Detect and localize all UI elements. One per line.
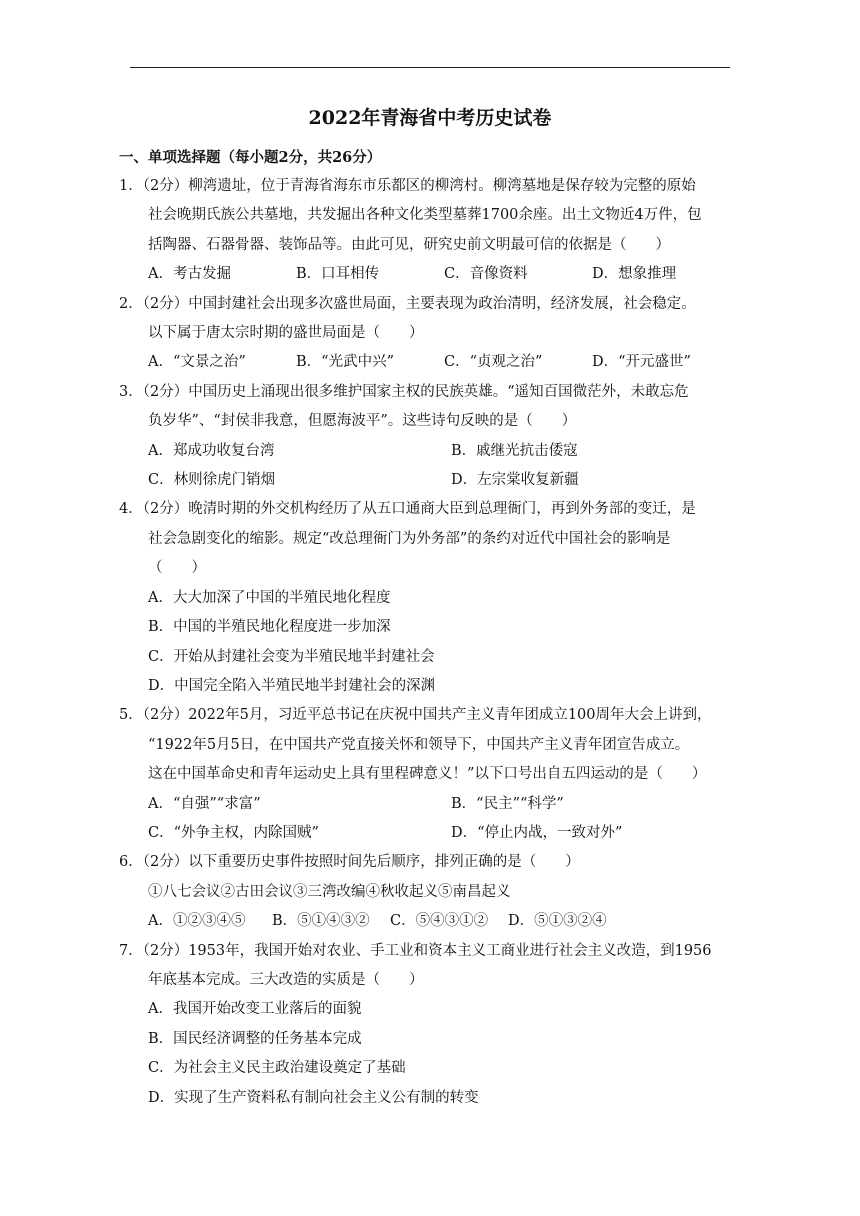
options-row xyxy=(119,907,733,936)
option-a: A．我国开始改变工业落后的面貌 xyxy=(148,1001,362,1018)
option-c: C．开始从封建社会变为半殖民地半封建社会 xyxy=(148,648,435,665)
question-stem-line: 负岁华”、“封侯非我意，但愿海波平”。这些诗句反映的是（ ） xyxy=(148,413,577,430)
question-stem-line: （ ） xyxy=(148,560,206,577)
option-d: D．中国完全陷入半殖民地半封建社会的深渊 xyxy=(148,677,436,694)
question-stem-line: 5．（2分）2022年5月，习近平总书记在庆祝中国共产主义青年团成立100周年大会上讲到， xyxy=(119,707,712,724)
option-d: D．实现了生产资料私有制向社会主义公有制的转变 xyxy=(148,1089,479,1106)
option-a: A．“文景之治” xyxy=(148,354,246,371)
option-c: C．林则徐虎门销烟 xyxy=(148,472,276,489)
options-row xyxy=(119,260,733,289)
question-stem-line: 括陶器、石器骨器、装饰品等。由此可见，研究史前文明最可信的依据是（ ） xyxy=(148,236,670,253)
question-5 xyxy=(119,701,733,848)
question-stem-line: 1．（2分）柳湾遗址，位于青海省海东市乐都区的柳湾村。柳湾墓地是保存较为完整的原始 xyxy=(119,178,696,194)
question-stem-line: 3．（2分）中国历史上涌现出很多维护国家主权的民族英雄。“遥知百国微茫外，未敢忘危 xyxy=(119,383,689,400)
option-c: C．“外争主权，内除国贼” xyxy=(148,824,319,841)
option-b: B．戚继光抗击倭寇 xyxy=(451,442,578,459)
question-stem-line: 6．（2分）以下重要历史事件按照时间先后顺序，排列正确的是（ ） xyxy=(119,854,580,871)
options-row xyxy=(119,790,733,819)
option-d: D．左宗棠收复新疆 xyxy=(451,472,579,489)
options-row xyxy=(119,437,733,466)
option-a: A．大大加深了中国的半殖民地化程度 xyxy=(148,589,391,606)
event-list: ①八七会议②古田会议③三湾改编④秋收起义⑤南昌起义 xyxy=(148,883,511,900)
option-c: C．音像资料 xyxy=(444,266,528,283)
option-d: D．“开元盛世” xyxy=(592,354,691,371)
option-a: A．“自强”“求富” xyxy=(148,795,261,812)
question-stem-line: 以下属于唐太宗时期的盛世局面是（ ） xyxy=(148,325,424,342)
question-6 xyxy=(119,848,733,936)
option-d: D．⑤①③②④ xyxy=(508,913,607,930)
options-row xyxy=(119,466,733,495)
option-b: B．“民主”“科学” xyxy=(451,795,564,812)
option-c: C．为社会主义民主政治建设奠定了基础 xyxy=(148,1060,406,1077)
question-stem-line: 社会急剧变化的缩影。规定“改总理衙门为外务部”的条约对近代中国社会的影响是 xyxy=(148,530,671,547)
option-a: A．郑成功收复台湾 xyxy=(148,442,275,459)
header-rule xyxy=(130,67,730,68)
section-heading: 一、单项选择题（每小题2分，共26分） xyxy=(119,149,382,166)
question-stem-line: 这在中国革命史和青年运动史上具有里程碑意义！”以下口号出自五四运动的是（ ） xyxy=(148,766,707,783)
option-d: D．想象推理 xyxy=(592,266,677,283)
question-stem-line: 2．（2分）中国封建社会出现多次盛世局面，主要表现为政治清明，经济发展，社会稳定。 xyxy=(119,295,696,312)
option-b: B．国民经济调整的任务基本完成 xyxy=(148,1030,362,1047)
question-list xyxy=(119,172,733,1113)
question-stem-line: 4．（2分）晚清时期的外交机构经历了从五口通商大臣到总理衙门，再到外务部的变迁，是 xyxy=(119,501,696,518)
option-a: A．①②③④⑤ xyxy=(148,913,246,930)
options-row xyxy=(119,819,733,848)
question-2 xyxy=(119,290,733,378)
question-1 xyxy=(119,172,733,290)
option-b: B．⑤①④③② xyxy=(272,913,370,930)
option-c: C．⑤④③①② xyxy=(390,913,489,930)
option-a: A．考古发掘 xyxy=(148,266,231,283)
question-stem-line: 年底基本完成。三大改造的实质是（ ） xyxy=(148,971,424,988)
question-3 xyxy=(119,378,733,496)
question-4 xyxy=(119,495,733,701)
option-b: B．中国的半殖民地化程度进一步加深 xyxy=(148,619,391,636)
option-d: D．“停止内战，一致对外” xyxy=(451,824,623,841)
option-c: C．“贞观之治” xyxy=(444,354,543,371)
question-stem-line: 社会晚期氏族公共墓地，共发掘出各种文化类型墓葬1700余座。出土文物近4万件，包 xyxy=(148,207,702,224)
page-title: 2022年青海省中考历史试卷 xyxy=(308,107,552,129)
options-row xyxy=(119,348,733,377)
question-7 xyxy=(119,937,733,1113)
option-b: B．口耳相传 xyxy=(296,266,380,283)
question-stem-line: “1922年5月5日，在中国共产党直接关怀和领导下，中国共产主义青年团宣告成立。 xyxy=(148,736,690,753)
option-b: B．“光武中兴” xyxy=(296,354,394,371)
question-stem-line: 7．（2分）1953年，我国开始对农业、手工业和资本主义工商业进行社会主义改造，到1956 xyxy=(119,942,712,959)
